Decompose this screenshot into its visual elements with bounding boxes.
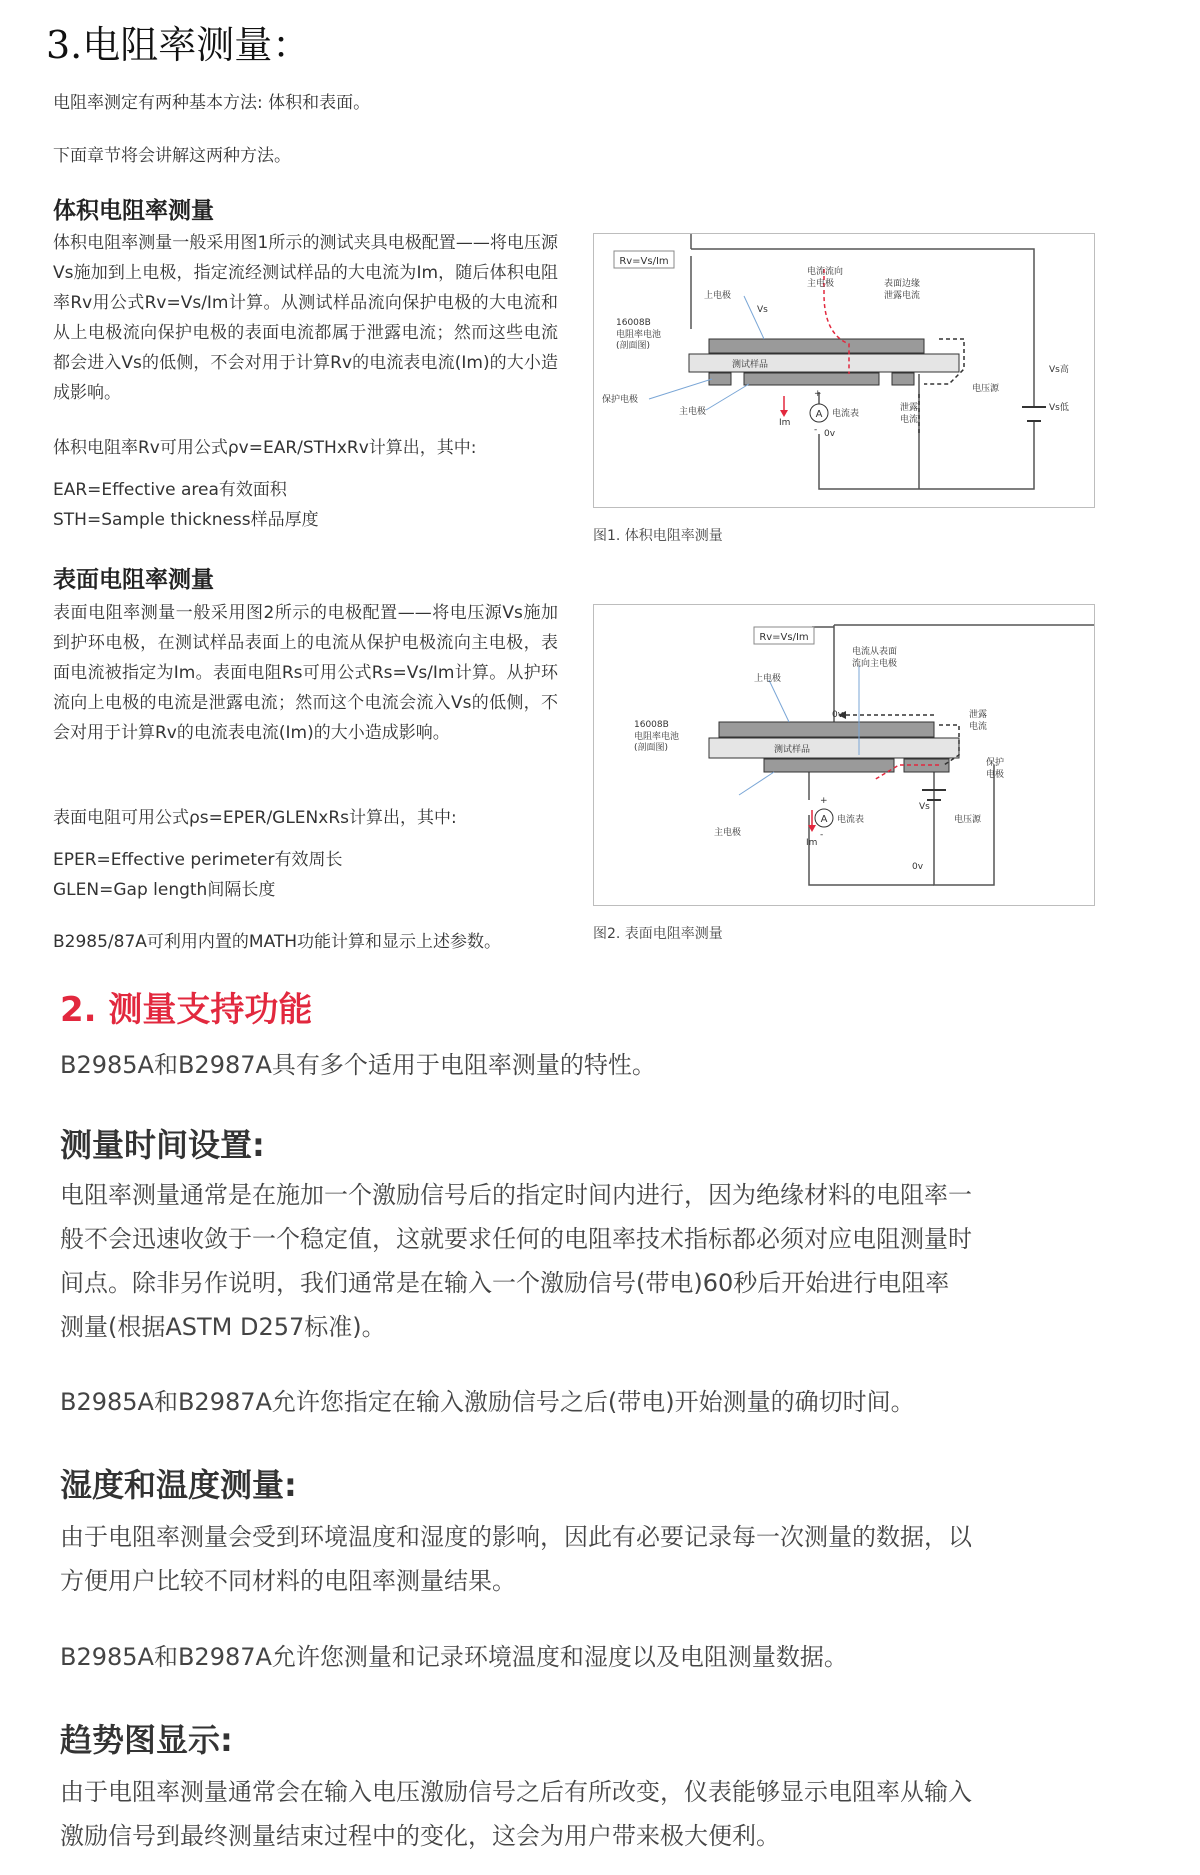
fig1-formula: Rv=Vs/Im [619, 256, 669, 267]
fig2-formula: Rv=Vs/Im [759, 632, 809, 643]
svg-text:A: A [815, 409, 823, 420]
humid-heading: 湿度和温度测量: [60, 1466, 297, 1504]
time-note: B2985A和B2987A允许您指定在输入激励信号之后(带电)开始测量的确切时间。 [60, 1388, 915, 1416]
fig1-main-electrode [744, 373, 879, 385]
fig1-label-surface1: 表面边缘 [884, 279, 921, 289]
humid-paragraph [60, 1515, 1060, 1603]
support-intro: B2985A和B2987A具有多个适用于电阻率测量的特性。 [60, 1051, 656, 1079]
surface-def-eper: EPER=Effective perimeter有效周长 [53, 850, 343, 870]
time-line-3: 间点。除非另作说明，我们通常是在输入一个激励信号(带电)60秒后开始进行电阻率 [60, 1269, 950, 1297]
figure-1-volume-diagram [593, 233, 1095, 508]
fig2-label-guard1: 保护 [986, 758, 1005, 768]
fig2-sample [709, 738, 959, 758]
fig1-label-source: 电压源 [972, 384, 1000, 394]
volume-paragraph: 体积电阻率测量一般采用图1所示的测试夹具电极配置——将电压源Vs施加到上电极，指定流经测试样品的大电流为Im，随后体积电阻率Rv用公式Rv=Vs/Im计算。从测试样品流向保护电极的大电流和从上电极流向保护电极的表面电流都属于泄露电流；然而这些电流都会进入Vs的低侧，不会对用于计算Rv的电流表电流(Im)的大小造成影响。 [53, 233, 558, 403]
trend-heading: 趋势图显示: [60, 1721, 233, 1759]
figure-2-svg [594, 605, 1094, 905]
fig1-label-main-electrode: 主电极 [679, 407, 707, 417]
fig1-label-model1: 16008B [616, 318, 651, 328]
fig2-label-leak2: 电流 [969, 722, 988, 732]
figure-1-svg [594, 234, 1094, 507]
fig2-label-zero: 0v [912, 862, 924, 872]
intro-line-1: 电阻率测定有两种基本方法: 体积和表面。 [53, 93, 371, 113]
figure-2-surface-diagram [593, 604, 1095, 906]
fig2-label-model3: (剖面图) [634, 743, 669, 753]
fig2-main-electrode [764, 759, 894, 772]
fig1-label-vs-high: Vs高 [1049, 365, 1069, 375]
time-line-4: 测量(根据ASTM D257标准)。 [60, 1313, 386, 1341]
svg-text:A: A [820, 814, 828, 825]
math-note: B2985/87A可利用内置的MATH功能计算和显示上述参数。 [53, 932, 502, 952]
support-heading: 2. 测量支持功能 [60, 990, 313, 1030]
fig2-top-electrode [719, 722, 934, 737]
fig1-label-leak1: 泄露 [900, 403, 919, 413]
fig1-label-zero: 0v [824, 429, 836, 439]
fig2-label-leak1: 泄露 [969, 710, 988, 720]
fig1-label-ammeter: 电流表 [832, 409, 860, 419]
fig1-label-model2: 电阻率电池 [616, 330, 662, 340]
surface-def-glen: GLEN=Gap length间隔长度 [53, 880, 276, 900]
fig2-label-sample: 测试样品 [774, 745, 811, 755]
humid-note: B2985A和B2987A允许您测量和记录环境温度和湿度以及电阻测量数据。 [60, 1643, 848, 1671]
fig2-label-model1: 16008B [634, 720, 669, 730]
humid-line-2: 方便用户比较不同材料的电阻率测量结果。 [60, 1567, 516, 1595]
fig2-label-main-electrode: 主电极 [714, 828, 742, 838]
fig1-label-flow1: 电流流向 [807, 267, 844, 277]
volume-formula: 体积电阻率Rv可用公式ρv=EAR/STHxRv计算出，其中: [53, 438, 477, 458]
fig1-label-im: Im [779, 418, 791, 428]
fig1-label-leak2: 电流 [900, 415, 919, 425]
fig2-label-flow2: 流向主电极 [852, 659, 898, 669]
figure-2-caption: 图2. 表面电阻率测量 [593, 926, 723, 942]
svg-text:-: - [820, 830, 824, 840]
figure-1-caption: 图1. 体积电阻率测量 [593, 528, 723, 544]
section-title: 3.电阻率测量： [46, 23, 311, 67]
svg-text:+: + [814, 389, 822, 399]
intro-line-2: 下面章节将会讲解这两种方法。 [53, 146, 291, 166]
surface-formula: 表面电阻可用公式ρs=EPER/GLENxRs计算出，其中: [53, 808, 457, 828]
time-line-1: 电阻率测量通常是在施加一个激励信号后的指定时间内进行，因为绝缘材料的电阻率一 [60, 1181, 972, 1209]
volume-heading: 体积电阻率测量 [53, 198, 214, 224]
fig2-label-model2: 电阻率电池 [634, 732, 680, 742]
fig2-label-zero-top: 0v [832, 710, 844, 720]
fig1-guard-left [709, 373, 731, 385]
surface-paragraph: 表面电阻率测量一般采用图2所示的电极配置——将电压源Vs施加到护环电极，在测试样品表面上的电流从保护电极流向主电极，表面电流被指定为Im。表面电阻Rs可用公式Rs=Vs/Im计算。从护环流向上电极的电流是泄露电流；然而这个电流会流入Vs的低侧，不会对用于计算Rv的电流表电流(Im)的大小造成影响。 [53, 603, 558, 743]
svg-text:+: + [820, 796, 828, 806]
trend-line-2: 激励信号到最终测量结束过程中的变化，这会为用户带来极大便利。 [60, 1822, 780, 1850]
fig1-label-model3: (剖面图) [616, 341, 651, 351]
time-paragraph [60, 1173, 1060, 1349]
svg-text:-: - [814, 425, 818, 435]
fig1-label-guard: 保护电极 [602, 395, 639, 405]
fig1-label-vs-low: Vs低 [1049, 403, 1069, 413]
fig2-label-ammeter: 电流表 [837, 815, 865, 825]
surface-heading: 表面电阻率测量 [53, 567, 214, 593]
fig1-label-sample: 测试样品 [732, 360, 769, 370]
time-heading: 测量时间设置: [60, 1126, 265, 1164]
fig2-label-flow1: 电流从表面 [852, 647, 898, 657]
volume-def-ear: EAR=Effective area有效面积 [53, 480, 287, 500]
fig2-label-vs: Vs [919, 802, 930, 812]
fig1-label-top-electrode: 上电极 [704, 291, 732, 301]
fig2-label-top-electrode: 上电极 [754, 674, 782, 684]
time-line-2: 般不会迅速收敛于一个稳定值，这就要求任何的电阻率技术指标都必须对应电阻测量时 [60, 1225, 972, 1253]
fig1-label-flow2: 主电极 [807, 279, 835, 289]
fig1-label-vs: Vs [757, 305, 768, 315]
fig2-label-im: Im [806, 838, 818, 848]
trend-line-1: 由于电阻率测量通常会在输入电压激励信号之后有所改变，仪表能够显示电阻率从输入 [60, 1778, 972, 1806]
fig1-sample [689, 354, 959, 372]
volume-def-sth: STH=Sample thickness样品厚度 [53, 510, 319, 530]
fig2-label-guard2: 电极 [986, 770, 1005, 780]
fig1-top-electrode [709, 339, 924, 353]
humid-line-1: 由于电阻率测量会受到环境温度和湿度的影响，因此有必要记录每一次测量的数据，以 [60, 1523, 972, 1551]
fig2-label-source: 电压源 [954, 815, 982, 825]
trend-paragraph [60, 1770, 1060, 1858]
fig1-guard-right [892, 373, 914, 385]
fig1-label-surface2: 泄露电流 [884, 291, 921, 301]
